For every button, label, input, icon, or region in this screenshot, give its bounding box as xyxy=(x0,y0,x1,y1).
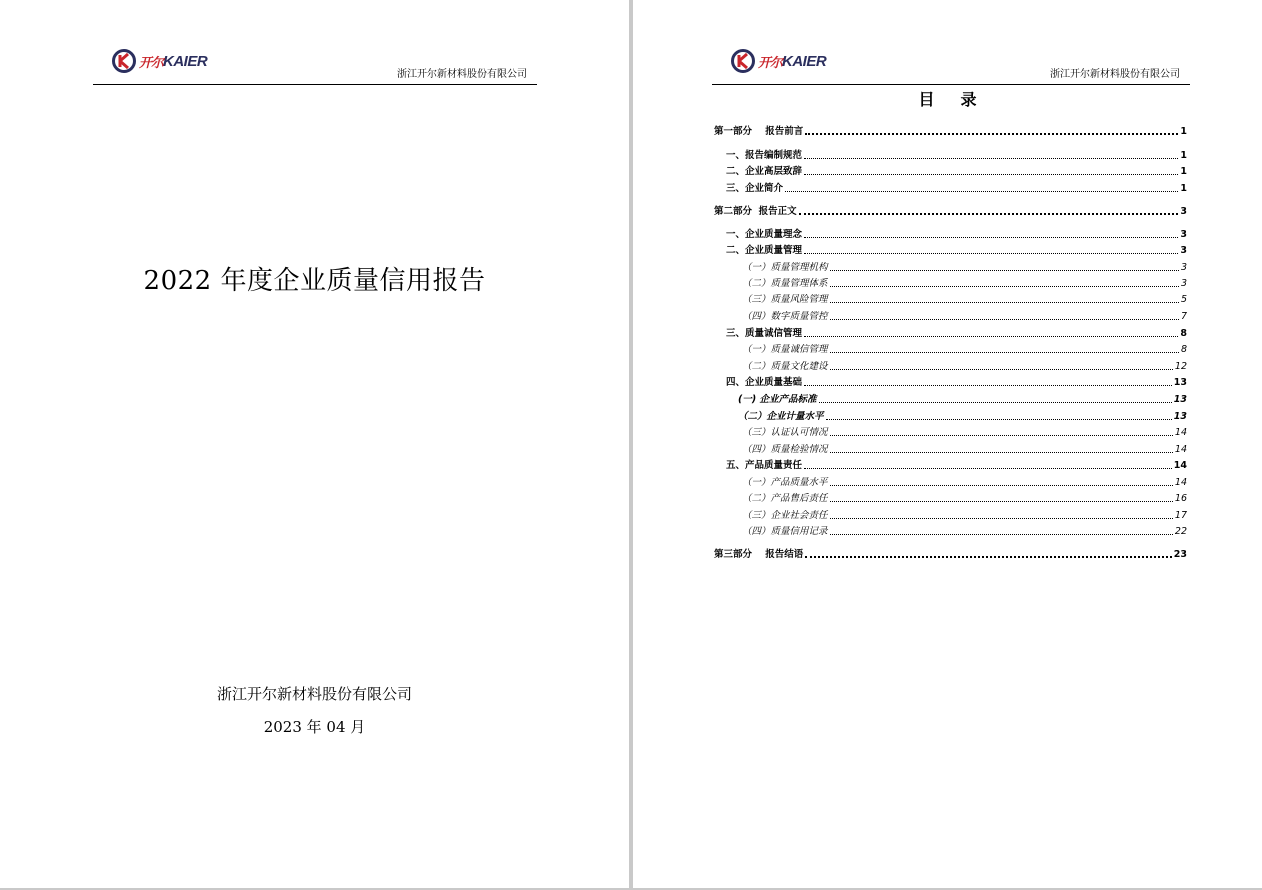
toc-leader-dots xyxy=(804,468,1172,469)
toc-entry-label: 二、企业质量管理 xyxy=(726,245,803,256)
page-header xyxy=(93,33,537,85)
toc-entry-label: (一) 企业产品标准 xyxy=(738,394,817,405)
toc-entry[interactable] xyxy=(714,408,1187,422)
toc-leader-dots xyxy=(804,237,1178,238)
toc-leader-dots xyxy=(830,518,1173,519)
toc-entry[interactable] xyxy=(714,523,1187,537)
toc-entry[interactable] xyxy=(714,546,1187,560)
toc-leader-dots xyxy=(804,253,1178,254)
toc-leader-dots xyxy=(830,286,1179,287)
toc-entry[interactable] xyxy=(714,391,1187,405)
toc-entry-page: 3 xyxy=(1180,206,1187,217)
toc-entry-page: 8 xyxy=(1180,344,1187,355)
toc-entry-label: 三、企业简介 xyxy=(726,183,784,194)
toc-entry[interactable] xyxy=(714,374,1187,388)
cover-page xyxy=(0,0,629,888)
logo-text-en: KAIER xyxy=(782,52,827,70)
report-title: 2022 年度企业质量信用报告 xyxy=(143,266,486,296)
toc-title: 目录 xyxy=(918,90,1003,109)
toc-entry[interactable] xyxy=(714,441,1187,455)
toc-entry[interactable] xyxy=(714,457,1187,471)
toc-entry-page: 22 xyxy=(1174,526,1187,537)
logo-text-cn: 开尔 xyxy=(139,55,164,71)
toc-entry[interactable] xyxy=(714,490,1187,504)
toc-entry[interactable] xyxy=(714,163,1187,177)
toc-entry-page: 14 xyxy=(1174,477,1187,488)
toc-leader-dots xyxy=(805,133,1178,135)
logo-text-cn: 开尔 xyxy=(758,55,783,71)
toc-entry[interactable] xyxy=(714,291,1187,305)
toc-entry-page: 12 xyxy=(1174,361,1187,372)
toc-entry-label: 四、企业质量基础 xyxy=(726,377,803,388)
toc-entry[interactable] xyxy=(714,226,1187,240)
toc-entry-page: 16 xyxy=(1174,493,1187,504)
toc-entry-page: 3 xyxy=(1180,262,1187,273)
toc-leader-dots xyxy=(804,336,1178,337)
toc-entry-page: 13 xyxy=(1173,394,1187,405)
toc-entry-label: 第三部分 报告结语 xyxy=(714,549,804,560)
toc-entry-page: 14 xyxy=(1174,427,1187,438)
kaier-logo xyxy=(111,45,207,77)
header-company: 浙江开尔新材料股份有限公司 xyxy=(1050,69,1180,80)
header-rule xyxy=(712,84,1190,85)
toc-entry[interactable] xyxy=(714,180,1187,194)
toc-leader-dots xyxy=(819,402,1172,403)
toc-leader-dots xyxy=(804,385,1172,386)
toc-leader-dots xyxy=(804,174,1178,175)
toc-entry[interactable] xyxy=(714,325,1187,339)
toc-entry[interactable] xyxy=(714,507,1187,521)
toc-entry-label: 一、报告编制规范 xyxy=(726,150,803,161)
toc-entry[interactable] xyxy=(714,275,1187,289)
toc-entry[interactable] xyxy=(714,424,1187,438)
toc-leader-dots xyxy=(830,485,1173,486)
toc-entry-page: 8 xyxy=(1180,328,1187,339)
toc-entry-label: （二）企业计量水平 xyxy=(738,411,824,422)
toc-entry-label: （三）认证认可情况 xyxy=(742,427,828,438)
kaier-logo-mark-icon xyxy=(730,48,756,74)
toc-leader-dots xyxy=(830,369,1173,370)
header-rule xyxy=(93,84,537,85)
toc-leader-dots xyxy=(805,556,1172,558)
toc-entry-page: 17 xyxy=(1174,510,1187,521)
toc-entry-label: （二）产品售后责任 xyxy=(742,493,828,504)
toc-entry-label: （二）质量管理体系 xyxy=(742,278,828,289)
toc-entry-page: 14 xyxy=(1174,444,1187,455)
toc-entry-label: （一）质量诚信管理 xyxy=(742,344,828,355)
toc-entry[interactable] xyxy=(714,474,1187,488)
toc-leader-dots xyxy=(830,270,1179,271)
toc-leader-dots xyxy=(804,158,1178,159)
toc-entry-page: 1 xyxy=(1180,183,1187,194)
toc-entry[interactable] xyxy=(714,259,1187,273)
toc-leader-dots xyxy=(830,352,1179,353)
toc-entry-label: 一、企业质量理念 xyxy=(726,229,803,240)
toc-leader-dots xyxy=(826,419,1172,420)
toc-entry[interactable] xyxy=(714,242,1187,256)
toc-entry-page: 13 xyxy=(1173,411,1187,422)
page-header xyxy=(712,33,1190,85)
toc-entry-page: 3 xyxy=(1180,229,1187,240)
toc-leader-dots xyxy=(830,452,1173,453)
toc-entry-page: 7 xyxy=(1180,311,1187,322)
toc-entry-page: 13 xyxy=(1173,377,1187,388)
toc-entry-label: （四）质量检验情况 xyxy=(742,444,828,455)
kaier-logo-mark-icon xyxy=(111,48,137,74)
toc-entry-label: （三）企业社会责任 xyxy=(742,510,828,521)
toc-entry-page: 1 xyxy=(1180,150,1187,161)
toc-entry-page: 1 xyxy=(1180,166,1187,177)
toc-entry[interactable] xyxy=(714,358,1187,372)
toc-entry-page: 5 xyxy=(1180,294,1187,305)
toc-entry[interactable] xyxy=(714,123,1187,137)
toc-entry-label: （四）质量信用记录 xyxy=(742,526,828,537)
toc-entry[interactable] xyxy=(714,341,1187,355)
toc-entry[interactable] xyxy=(714,147,1187,161)
toc-entry-page: 23 xyxy=(1173,549,1187,560)
toc-entry-label: （三）质量风险管理 xyxy=(742,294,828,305)
toc-leader-dots xyxy=(799,213,1179,215)
header-company: 浙江开尔新材料股份有限公司 xyxy=(397,69,527,80)
toc-leader-dots xyxy=(830,302,1179,303)
toc-entry[interactable] xyxy=(714,203,1187,217)
toc-entry[interactable] xyxy=(714,308,1187,322)
toc-leader-dots xyxy=(830,534,1173,535)
toc-leader-dots xyxy=(830,319,1179,320)
toc-entry-page: 3 xyxy=(1180,278,1187,289)
kaier-logo xyxy=(730,45,826,77)
cover-company: 浙江开尔新材料股份有限公司 xyxy=(216,685,412,703)
toc-entry-label: （四）数字质量管控 xyxy=(742,311,828,322)
toc-entry-page: 14 xyxy=(1173,460,1187,471)
toc-leader-dots xyxy=(830,501,1173,502)
toc-entry-label: 第一部分 报告前言 xyxy=(714,126,804,137)
logo-text-en: KAIER xyxy=(163,52,208,70)
toc-entry-page: 3 xyxy=(1180,245,1187,256)
cover-date: 2023 年 04 月 xyxy=(263,718,366,736)
toc-page xyxy=(633,0,1262,888)
toc-entry-label: （二）质量文化建设 xyxy=(742,361,828,372)
toc-entry-label: （一）产品质量水平 xyxy=(742,477,828,488)
toc-leader-dots xyxy=(830,435,1173,436)
toc-leader-dots xyxy=(785,191,1178,192)
toc-entry-page: 1 xyxy=(1180,126,1187,137)
toc-entry-label: （一）质量管理机构 xyxy=(742,262,828,273)
toc-entry-label: 二、企业高层致辞 xyxy=(726,166,803,177)
toc-entry-label: 五、产品质量责任 xyxy=(726,460,803,471)
toc-entry-label: 第二部分 报告正文 xyxy=(714,206,797,217)
toc-entry-label: 三、质量诚信管理 xyxy=(726,328,803,339)
